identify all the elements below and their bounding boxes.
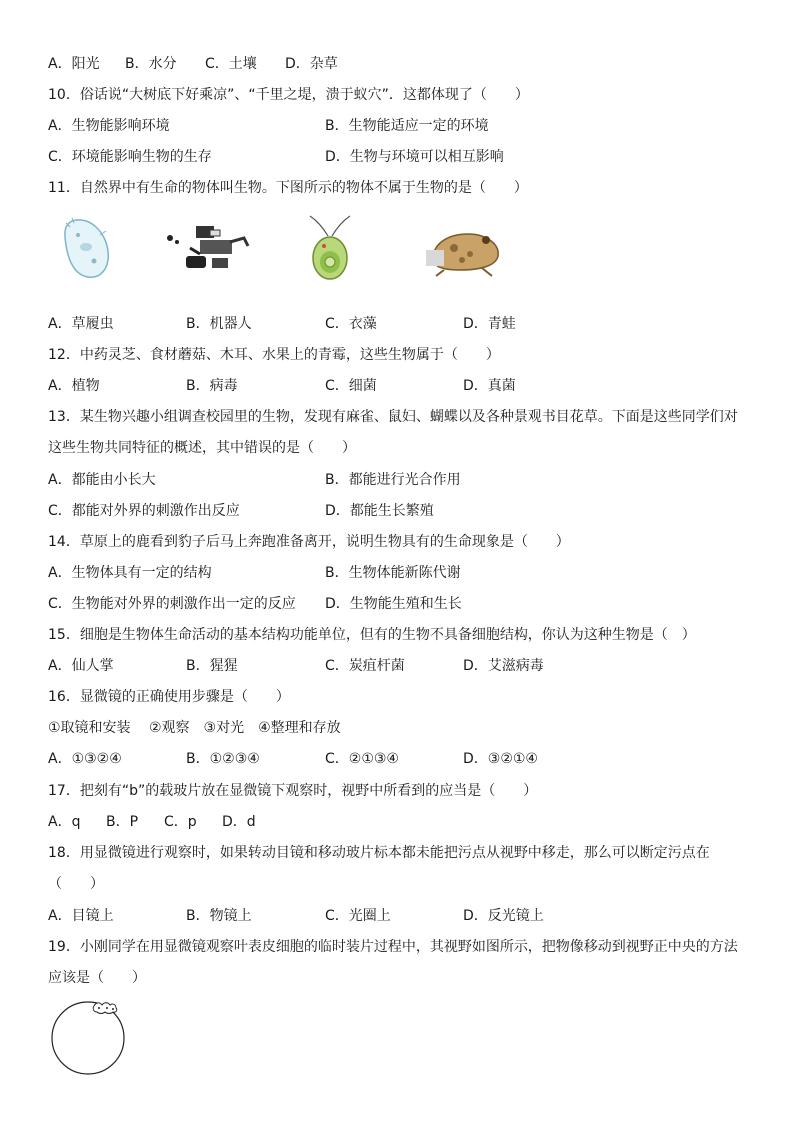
q11-option-d: D．青蛙 <box>463 316 516 332</box>
q18-option-b: B．物镜上 <box>186 908 252 924</box>
q15-option-b: B．猩猩 <box>186 658 238 674</box>
q16-option-c: C．②①③④ <box>325 751 399 767</box>
q12-option-a: A．植物 <box>48 378 100 394</box>
frog-image <box>420 222 506 278</box>
q17-option-a: A．q <box>48 814 81 830</box>
q14-option-b: B．生物体能新陈代谢 <box>325 565 461 581</box>
q9-option-b: B．水分 <box>125 56 177 72</box>
q10-option-c: C．环境能影响生物的生存 <box>48 149 212 165</box>
q17-option-d: D．d <box>222 814 256 830</box>
q18-stem: 18．用显微镜进行观察时，如果转动目镜和移动玻片标本都未能把污点从视野中移走，那么可以断定污点在（ ） <box>48 845 710 892</box>
q9-option-c: C．土壤 <box>205 56 257 72</box>
microscope-field-image <box>46 1000 132 1076</box>
q14-stem: 14．草原上的鹿看到豹子后马上奔跑准备离开，说明生物具有的生命现象是（ ） <box>48 534 570 550</box>
q18-option-a: A．目镜上 <box>48 908 114 924</box>
q10-option-a: A．生物能影响环境 <box>48 118 170 134</box>
q13-option-d: D．都能生长繁殖 <box>325 503 434 519</box>
q14-option-c: C．生物能对外界的刺激作出一定的反应 <box>48 596 296 612</box>
q12-option-d: D．真菌 <box>463 378 516 394</box>
q16-steps: ①取镜和安装 ②观察 ③对光 ④整理和存放 <box>48 720 341 736</box>
q13-stem: 13．某生物兴趣小组调查校园里的生物，发现有麻雀、鼠妇、蝴蝶以及各种景观书目花草。下面是这些同学们对这些生物共同特征的概述，其中错误的是（ ） <box>48 409 738 456</box>
q15-stem: 15．细胞是生物体生命活动的基本结构功能单位，但有的生物不具备细胞结构，你认为这种生物是（ ） <box>48 627 696 643</box>
q16-option-d: D．③②①④ <box>463 751 538 767</box>
chlamydomonas-image <box>300 212 360 284</box>
q11-option-c: C．衣藻 <box>325 316 377 332</box>
q15-option-d: D．艾滋病毒 <box>463 658 544 674</box>
robot-image <box>160 218 256 276</box>
q17-option-c: C．p <box>164 814 197 830</box>
q16-option-b: B．①②③④ <box>186 751 260 767</box>
q11-option-a: A．草履虫 <box>48 316 114 332</box>
q14-option-a: A．生物体具有一定的结构 <box>48 565 212 581</box>
paramecium-image <box>60 215 116 281</box>
q12-option-b: B．病毒 <box>186 378 238 394</box>
q17-option-b: B．P <box>106 814 139 830</box>
q13-option-a: A．都能由小长大 <box>48 472 156 488</box>
q11-option-b: B．机器人 <box>186 316 252 332</box>
q12-stem: 12．中药灵芝、食材蘑菇、木耳、水果上的青霉，这些生物属于（ ） <box>48 347 500 363</box>
q17-stem: 17．把刻有“b”的载玻片放在显微镜下观察时，视野中所看到的应当是（ ） <box>48 783 538 799</box>
q10-stem: 10．俗话说“大树底下好乘凉”、“千里之堤，溃于蚁穴”．这都体现了（ ） <box>48 87 529 103</box>
q14-option-d: D．生物能生殖和生长 <box>325 596 462 612</box>
q18-option-c: C．光圈上 <box>325 908 391 924</box>
q19-stem: 19．小刚同学在用显微镜观察叶表皮细胞的临时装片过程中，其视野如图所示，把物像移动到视野正中央的方法应该是（ ） <box>48 939 738 986</box>
q16-stem: 16．显微镜的正确使用步骤是（ ） <box>48 689 290 705</box>
q12-option-c: C．细菌 <box>325 378 377 394</box>
q15-option-c: C．炭疽杆菌 <box>325 658 405 674</box>
q10-option-d: D．生物与环境可以相互影响 <box>325 149 504 165</box>
q16-option-a: A．①③②④ <box>48 751 122 767</box>
q15-option-a: A．仙人掌 <box>48 658 114 674</box>
q9-option-d: D．杂草 <box>285 56 338 72</box>
q11-stem: 11．自然界中有生命的物体叫生物。下图所示的物体不属于生物的是（ ） <box>48 180 528 196</box>
q9-option-a: A．阳光 <box>48 56 100 72</box>
q13-option-b: B．都能进行光合作用 <box>325 472 461 488</box>
q10-option-b: B．生物能适应一定的环境 <box>325 118 489 134</box>
q13-option-c: C．都能对外界的刺激作出反应 <box>48 503 240 519</box>
q18-option-d: D．反光镜上 <box>463 908 544 924</box>
